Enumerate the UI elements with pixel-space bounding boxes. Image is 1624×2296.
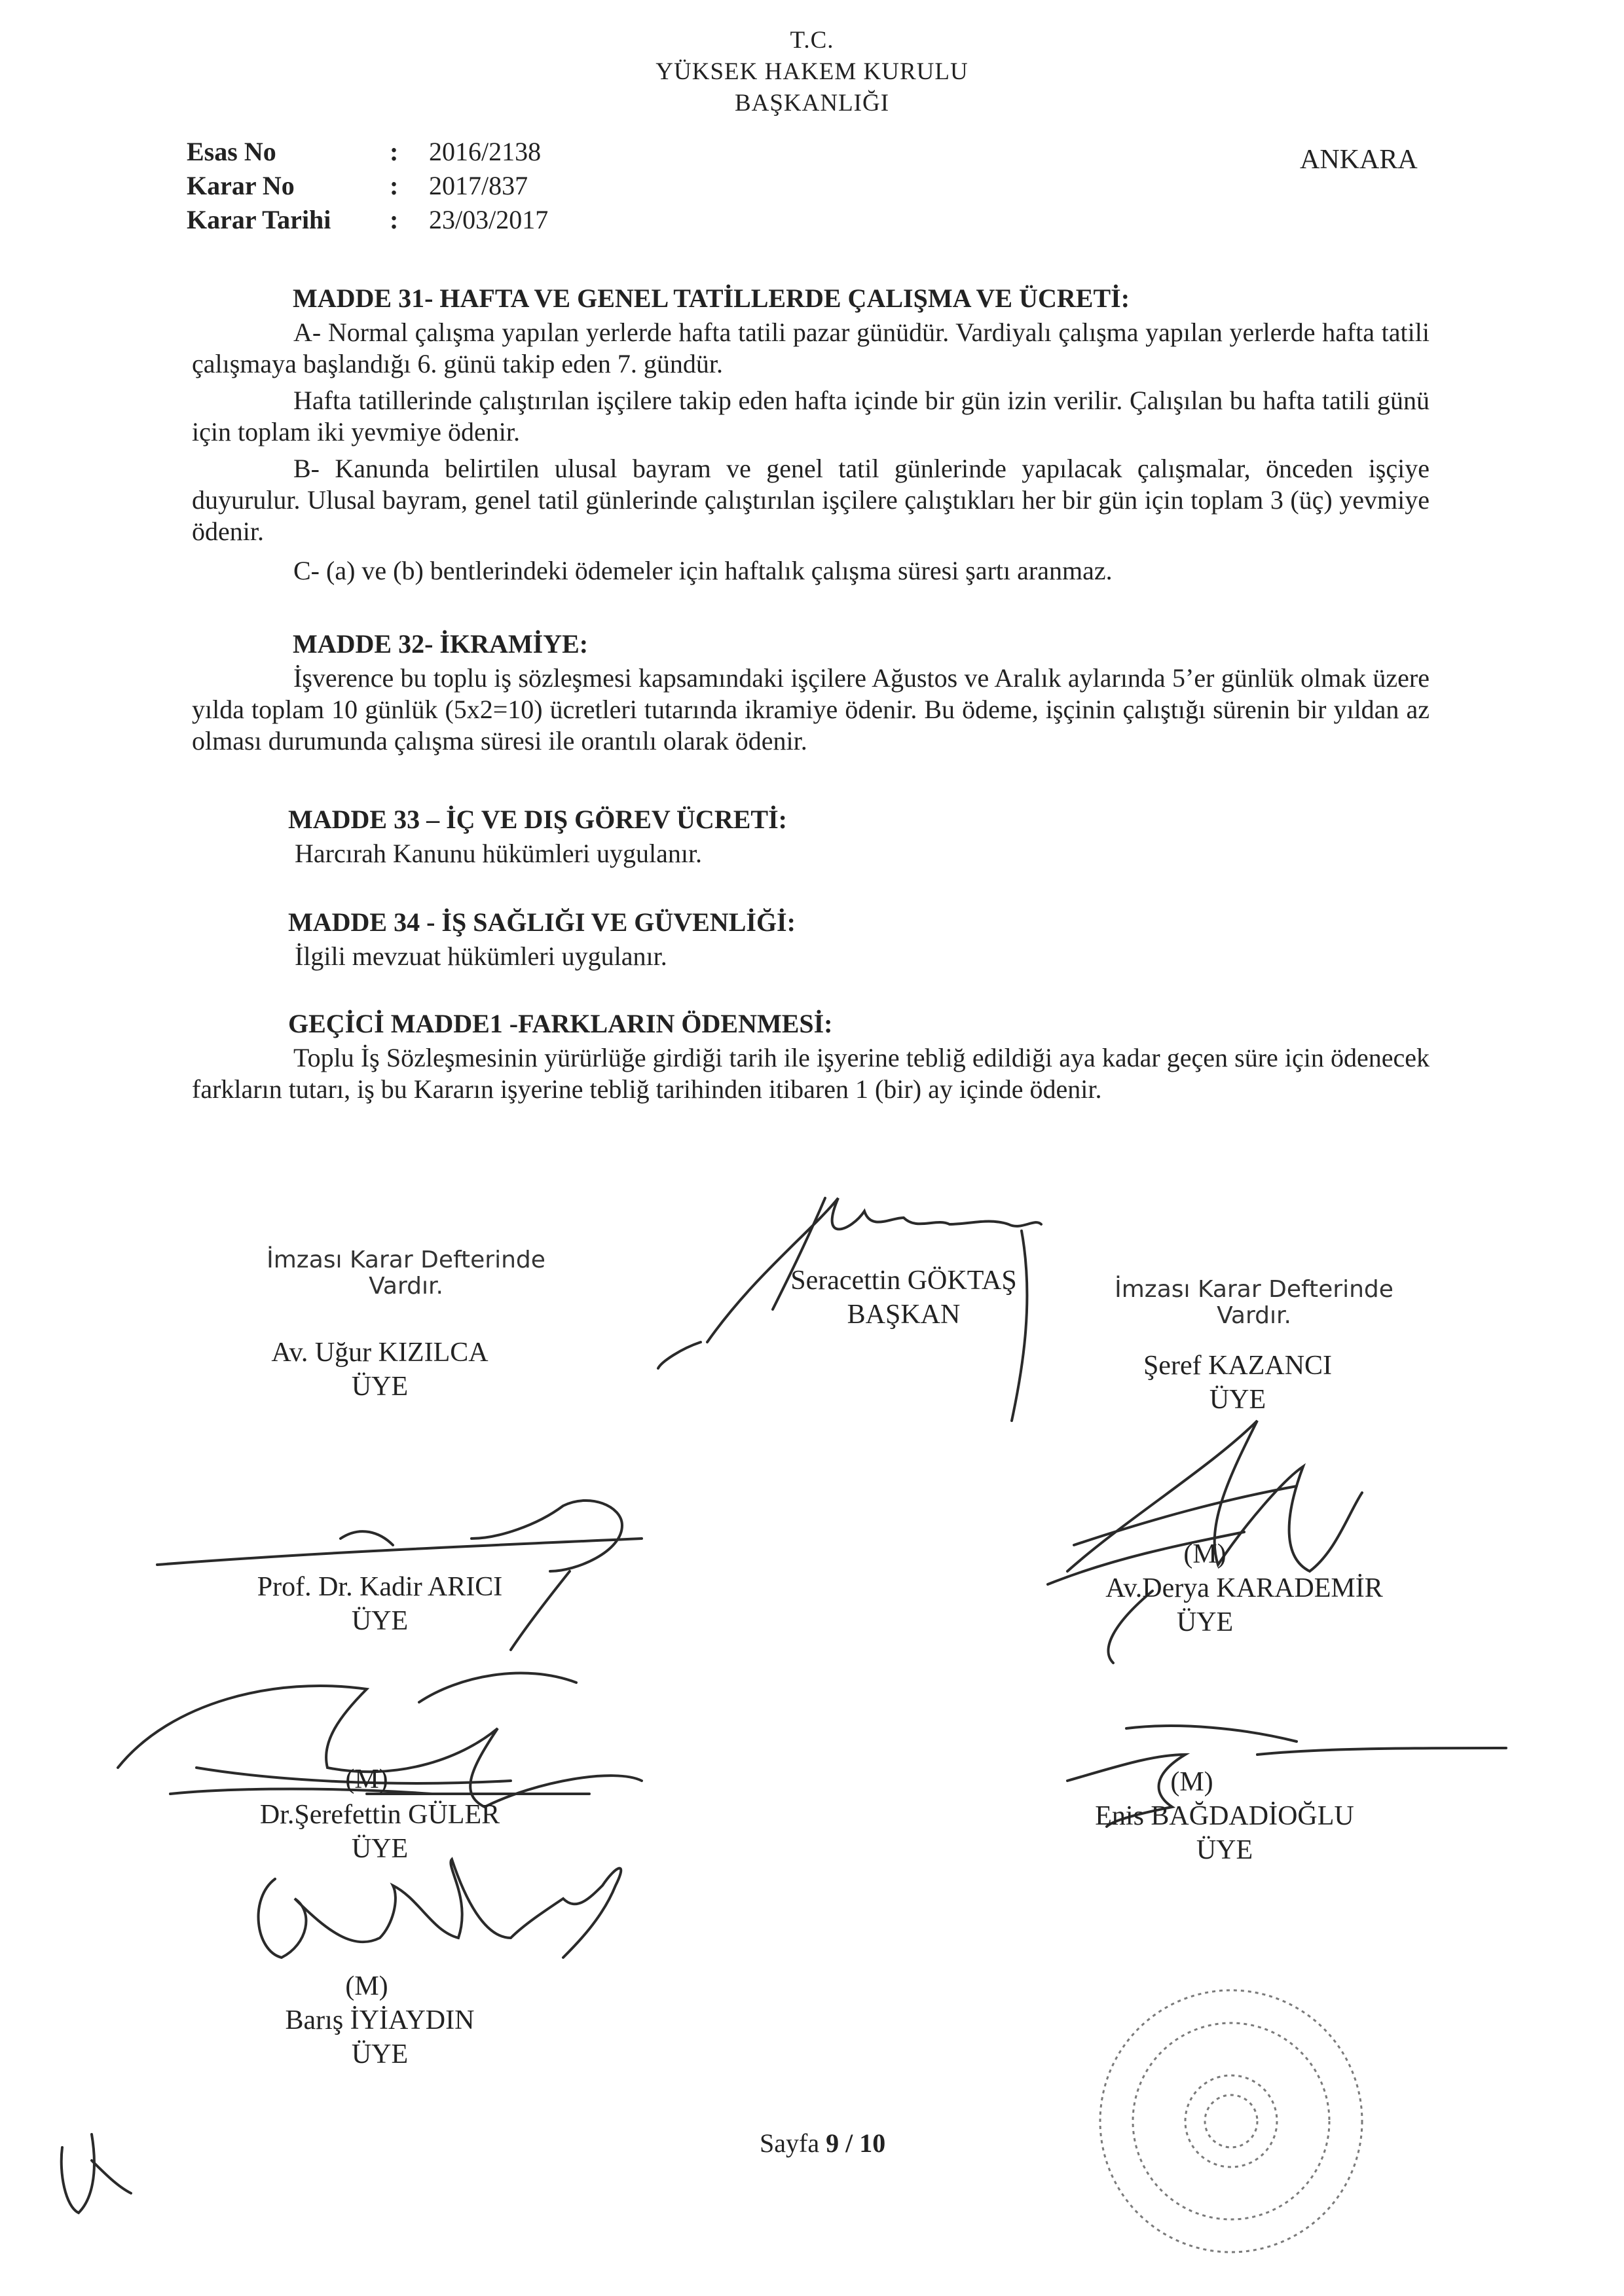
page-value: 9 / 10	[826, 2128, 886, 2158]
signature-on-record-note-right: İmzası Karar Defterinde Vardır.	[1115, 1276, 1393, 1329]
meta-karar-label: Karar No	[187, 171, 295, 200]
section-34-title: MADDE 34 - İŞ SAĞLIĞI VE GÜVENLİĞİ:	[288, 907, 796, 937]
signatory-kazanci-name: Şeref KAZANCI	[1143, 1351, 1333, 1381]
signatory-karademir-role: ÜYE	[1176, 1607, 1234, 1637]
header-presidency: BAŞKANLIĞI	[734, 90, 890, 117]
meta-esas-label: Esas No	[187, 137, 276, 166]
section-33-para: Harcırah Kanunu hükümleri uygulanır.	[295, 839, 703, 868]
signatory-iyiaydin-role: ÜYE	[351, 2039, 409, 2069]
section-gecici-para: Toplu İş Sözleşmesinin yürürlüğe girdiği tarih ile işyerine tebliğ edildiği aya kadar geçen süre için ödenecek farkların tutarı, iş bu Kararın işyerine tebliğ tarihinden itibaren 1 (bir) ay içinde ödenir.	[192, 1043, 1430, 1104]
signatory-goktas-role: BAŞKAN	[847, 1300, 961, 1330]
meta-tarih-value: 23/03/2017	[429, 205, 549, 234]
signatory-guler-name: Dr.Şerefettin GÜLER	[259, 1800, 500, 1830]
signatory-karademir-mark: (M)	[1183, 1539, 1227, 1569]
page-number	[760, 2128, 885, 2159]
section-31-title: MADDE 31- HAFTA VE GENEL TATİLLERDE ÇALIŞMA VE ÜCRETİ:	[293, 283, 1130, 313]
page-prefix: Sayfa	[760, 2128, 820, 2158]
section-32-para: İşverence bu toplu iş sözleşmesi kapsamındaki işçilere Ağustos ve Aralık aylarında 5’er günlük olmak üzere yılda toplam 10 günlük (5x2=10) ücretleri tutarında ikramiye ödenir. Bu ödeme, işçinin çalıştığı sürenin bir yıldan az olması durumunda çalışma süresi ile orantılı olarak ödenir.	[192, 663, 1430, 756]
initial-mark	[62, 2134, 131, 2213]
meta-tarih-label: Karar Tarihi	[187, 205, 331, 234]
signatory-goktas-name: Seracettin GÖKTAŞ	[790, 1266, 1017, 1296]
section-31-para-hafta: Hafta tatillerinde çalıştırılan işçilere takip eden hafta içinde bir gün izin verilir. Çalışılan bu hafta tatili günü için toplam iki yevmiye ödenir.	[192, 386, 1430, 446]
signatory-iyiaydin-name: Barış İYİAYDIN	[285, 2005, 475, 2035]
section-gecici-title: GEÇİCİ MADDE1 -FARKLARIN ÖDENMESİ:	[288, 1009, 833, 1038]
meta-colon: :	[390, 171, 399, 200]
signature-iyiaydin	[259, 1859, 621, 1958]
signatory-kizilca-name: Av. Uğur KIZILCA	[271, 1338, 489, 1368]
section-31-para-a: A- Normal çalışma yapılan yerlerde hafta tatili pazar günüdür. Vardiyalı çalışma yapılan yerlerde hafta tatili çalışmaya başlandığı 6. günü takip eden 7. gündür.	[192, 318, 1430, 378]
signatory-iyiaydin-mark: (M)	[345, 1971, 388, 2001]
signature-on-record-note-left: İmzası Karar Defterinde Vardır.	[267, 1247, 545, 1300]
signatory-guler-mark: (M)	[345, 1764, 388, 1795]
official-seal	[1080, 1971, 1382, 2272]
section-32-title: MADDE 32- İKRAMİYE:	[293, 629, 589, 659]
header-institution: YÜKSEK HAKEM KURULU	[655, 58, 969, 85]
section-31-para-b: B- Kanunda belirtilen ulusal bayram ve genel tatil günlerinde yapılacak çalışmalar, önceden işçiye duyurulur. Ulusal bayram, genel tatil günlerinde çalıştırılan işçilere çalıştıkları her bir gün için toplam 3 (üç) yevmiye ödenir.	[192, 454, 1430, 546]
signatory-bagdadioglu-name: Enis BAĞDADİOĞLU	[1095, 1801, 1354, 1831]
meta-colon: :	[390, 205, 399, 234]
meta-karar-value: 2017/837	[429, 171, 528, 200]
section-31-para-c: C- (a) ve (b) bentlerindeki ödemeler için haftalık çalışma süresi şartı aranmaz.	[293, 556, 1113, 585]
signatory-kizilca-role: ÜYE	[351, 1372, 409, 1402]
signatory-bagdadioglu-role: ÜYE	[1196, 1835, 1253, 1865]
signatory-bagdadioglu-mark: (M)	[1170, 1767, 1213, 1797]
header-city: ANKARA	[1300, 145, 1418, 175]
meta-esas-value: 2016/2138	[429, 137, 542, 166]
signatory-arici-role: ÜYE	[351, 1606, 409, 1636]
section-33-title: MADDE 33 – İÇ VE DIŞ GÖREV ÜCRETİ:	[288, 805, 787, 834]
section-34-para: İlgili mevzuat hükümleri uygulanır.	[295, 941, 667, 971]
signatory-kazanci-role: ÜYE	[1209, 1385, 1266, 1415]
header-tc: T.C.	[790, 27, 834, 54]
meta-colon: :	[390, 137, 399, 166]
signatory-arici-name: Prof. Dr. Kadir ARICI	[257, 1572, 503, 1602]
signatory-guler-role: ÜYE	[351, 1834, 409, 1864]
signatory-karademir-name: Av.Derya KARADEMİR	[1105, 1573, 1383, 1603]
